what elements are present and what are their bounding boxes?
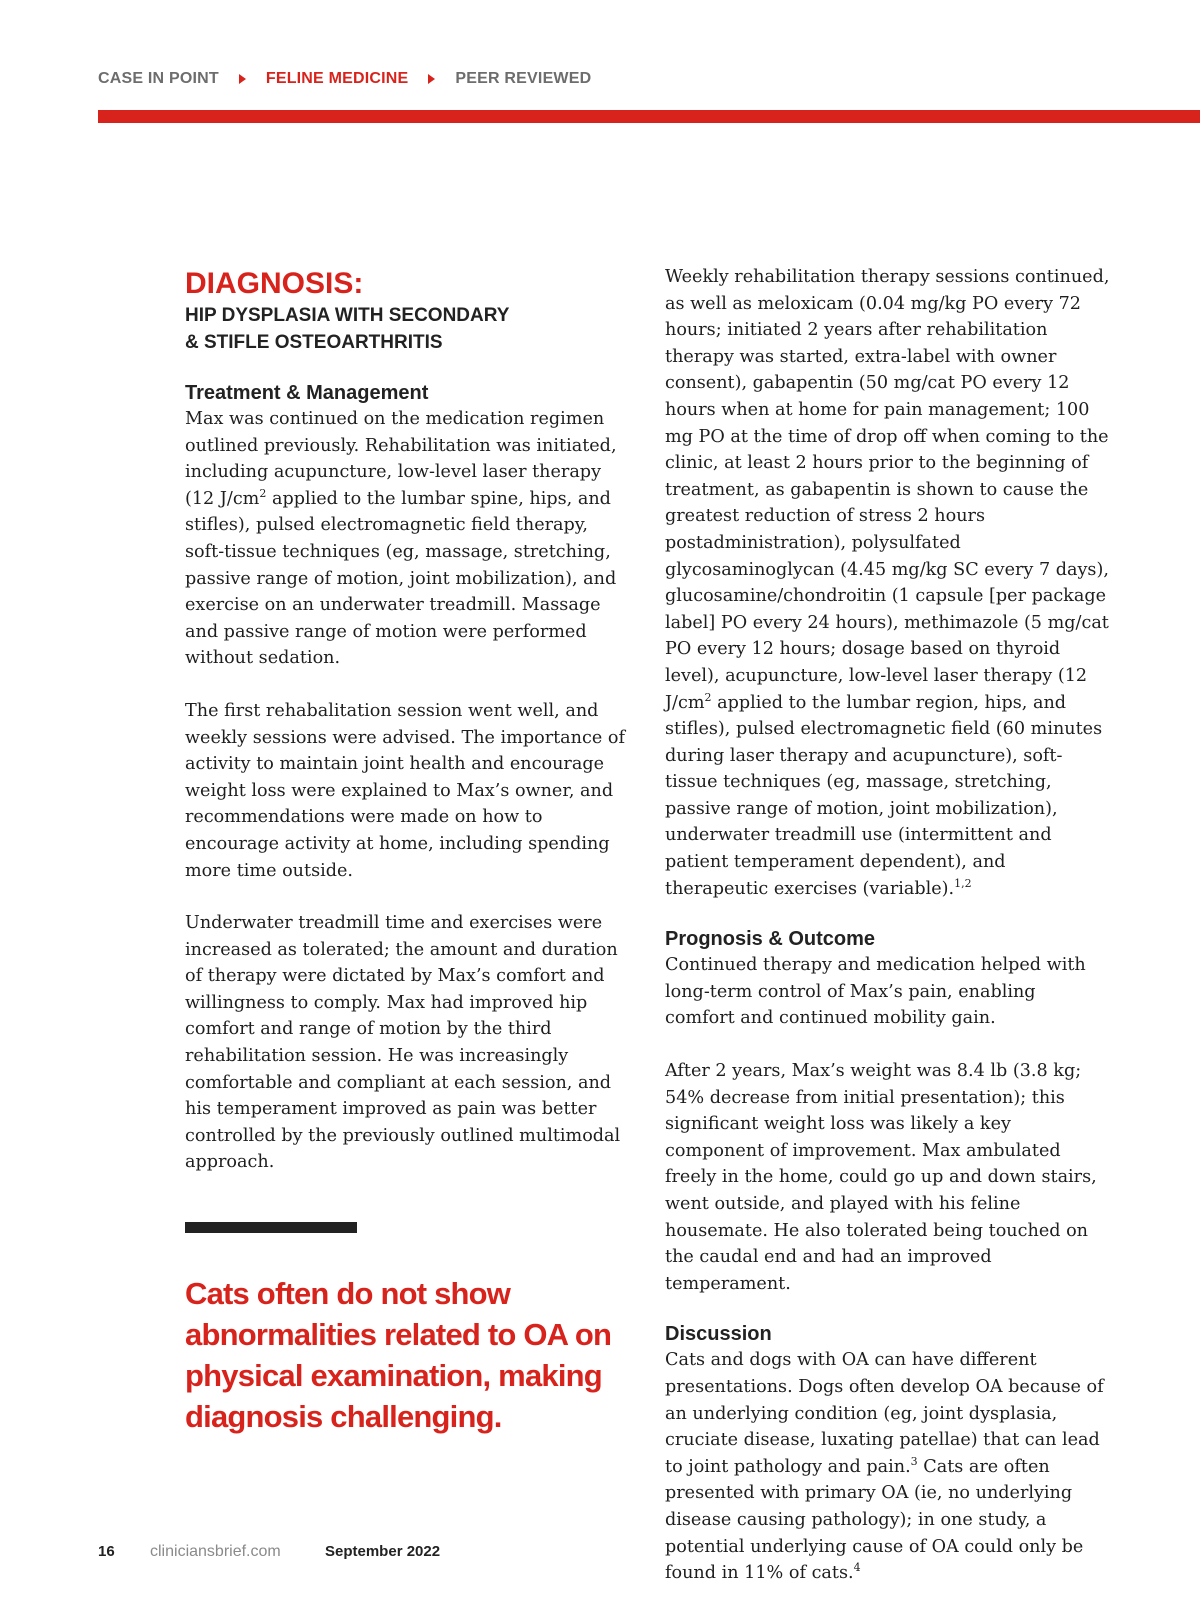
left-column <box>185 264 625 1437</box>
discussion-heading: Discussion <box>665 1323 772 1346</box>
treatment-heading: Treatment & Management <box>185 382 429 404</box>
breadcrumb-item-feline-medicine[interactable]: FELINE MEDICINE <box>265 70 409 87</box>
breadcrumb-item-peer-reviewed[interactable]: PEER REVIEWED <box>455 70 592 87</box>
diagnosis-subtitle <box>185 302 625 356</box>
diagnosis-subtitle-line: HIP DYSPLASIA WITH SECONDARY <box>185 305 510 326</box>
pull-quote-rule <box>185 1222 357 1233</box>
paragraph-text: Max was continued on the medication regimen outlined previously. Rehabilitation was initiated, including acupuncture, low-level laser therapy (12 J/cm <box>185 409 617 509</box>
discussion-paragraph <box>665 1347 1110 1586</box>
page-footer <box>98 1543 440 1561</box>
treatment-paragraph: The first rehabalitation session went well, and weekly sessions were advised. The importance of activity to maintain joint health and encourage weight loss were explained to Max’s owner, and recommendations were made on how to encourage activity at home, including spending more time outside. <box>185 700 625 881</box>
issue-date: September 2022 <box>325 1543 441 1560</box>
treatment-paragraph <box>185 406 625 672</box>
breadcrumb-arrow-icon <box>428 74 435 84</box>
header-divider <box>98 110 1200 123</box>
superscript: 2 <box>259 486 267 500</box>
paragraph-text: Weekly rehabilitation therapy sessions continued, as well as meloxicam (0.04 mg/kg PO every 72 hours; initiated 2 years after rehabilitation therapy was started, extra-label with owner consent), gabapentin (50 mg/cat PO every 12 hours when at home for pain management; 100 mg PO at the time of drop off when coming to the clinic, at least 2 hours prior to the beginning of treatment, as gabapentin is shown to cause the greatest reduction of stress 2 hours postadministration), polysulfated glycosaminoglycan (4.45 mg/kg SC every 7 days), glucosamine/chondroitin (1 capsule [per package label] PO every 24 hours), methimazole (5 mg/cat PO every 12 hours; dosage based on thyroid level), acupuncture, low-level laser therapy (12 J/cm <box>665 267 1110 713</box>
therapy-paragraph <box>665 264 1110 902</box>
paragraph-text: applied to the lumbar spine, hips, and stifles), pulsed electromagnetic field therapy, soft-tissue techniques (eg, massage, stretching, passive range of motion, joint mobilization), and exercise on an underwater treadmill. Massage and passive range of motion were performed without sedation. <box>185 488 617 669</box>
breadcrumb <box>98 70 591 88</box>
paragraph-text: Cats are often presented with primary OA (ie, no underlying disease causing pathology); in one study, a potential underlying cause of OA could only be found in 11% of cats. <box>665 1456 1084 1584</box>
diagnosis-title: DIAGNOSIS: <box>185 267 364 300</box>
prognosis-paragraph: Continued therapy and medication helped with long-term control of Max’s pain, enabling comfort and continued mobility gain. <box>665 955 1086 1029</box>
pull-quote: Cats often do not show abnormalities related to OA on physical examination, making diagnosis challenging. <box>185 1276 612 1435</box>
paragraph-text: applied to the lumbar region, hips, and stifles), pulsed electromagnetic field (60 minutes during laser therapy and acupuncture), soft-tissue techniques (eg, massage, stretching, passive range of motion, joint mobilization), underwater treadmill use (intermittent and patient temperament dependent), and therapeutic exercises (variable). <box>665 692 1103 899</box>
breadcrumb-arrow-icon <box>239 74 246 84</box>
right-column <box>665 264 1110 1587</box>
treatment-paragraph: Underwater treadmill time and exercises were increased as tolerated; the amount and duration of therapy were dictated by Max’s comfort and willingness to comply. Max had improved hip comfort and range of motion by the third rehabilitation session. He was increasingly comfortable and compliant at each session, and his temperament improved as pain was better controlled by the previously outlined multimodal approach. <box>185 913 621 1173</box>
prognosis-paragraph: After 2 years, Max’s weight was 8.4 lb (3.8 kg; 54% decrease from initial presentation); this significant weight loss was likely a key component of improvement. Max ambulated freely in the home, could go up and down stairs, went outside, and played with his feline housemate. He also tolerated being touched on the caudal end and had an improved temperament. <box>665 1061 1097 1294</box>
citation-superscript[interactable]: 3 <box>910 1454 918 1468</box>
site-link[interactable]: cliniciansbrief.com <box>150 1543 281 1560</box>
prognosis-heading: Prognosis & Outcome <box>665 928 876 951</box>
citation-superscript[interactable]: 4 <box>853 1561 861 1575</box>
page-number: 16 <box>98 1543 115 1560</box>
superscript: 2 <box>704 690 712 704</box>
citation-superscript[interactable]: 1,2 <box>954 876 972 890</box>
diagnosis-subtitle-line: & STIFLE OSTEOARTHRITIS <box>185 332 443 353</box>
paragraph-text: Cats and dogs with OA can have different presentations. Dogs often develop OA because of an underlying condition (eg, joint dysplasia, cruciate disease, luxating patellae) that can lead to joint pathology and pain. <box>665 1350 1104 1477</box>
breadcrumb-item-case-in-point[interactable]: CASE IN POINT <box>98 70 219 87</box>
